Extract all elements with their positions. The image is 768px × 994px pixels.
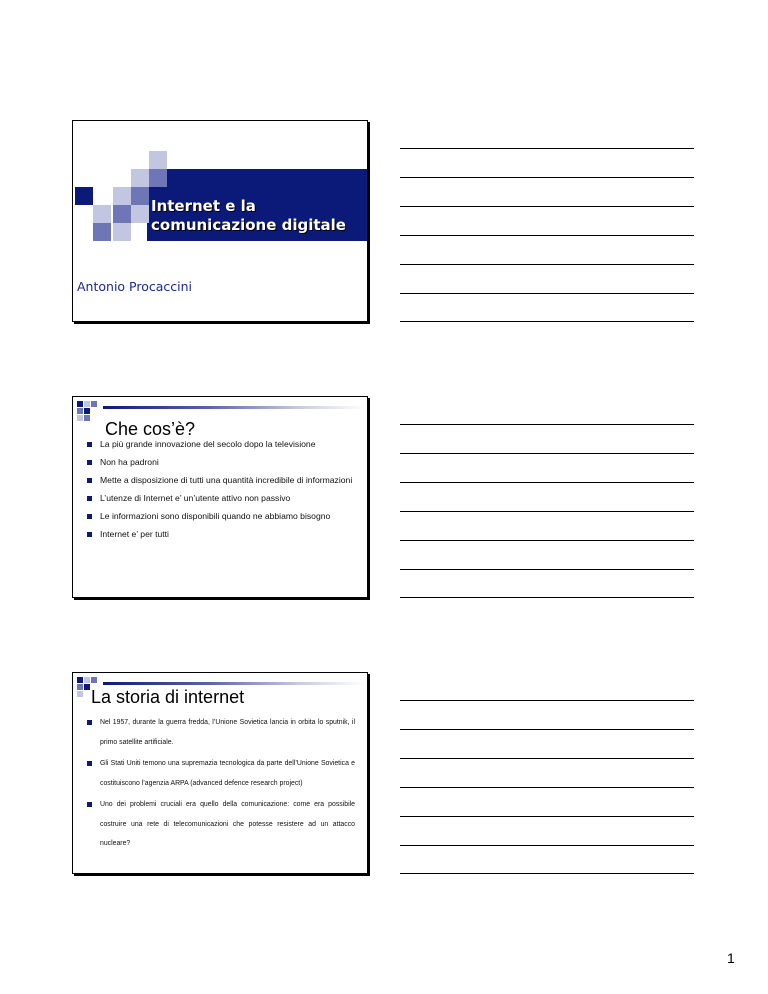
bullet-list <box>87 713 355 856</box>
note-line <box>400 321 694 322</box>
decor-square <box>149 151 167 169</box>
note-line <box>400 787 694 788</box>
note-line <box>400 758 694 759</box>
note-line <box>400 540 694 541</box>
decor-square <box>131 205 149 223</box>
slide-1-thumbnail <box>72 120 368 322</box>
note-line <box>400 206 694 207</box>
decor-square <box>113 205 131 223</box>
note-line <box>400 700 694 701</box>
header-line <box>103 682 365 685</box>
list-item: Gli Stati Uniti temono una supremazia tecnologica da parte dell’Unione Sovietica e costituiscono l’agenzia ARPA (advanced defence research project) <box>87 754 355 793</box>
title-line-2: comunicazione digitale <box>151 216 346 234</box>
title-line-1: Internet e la <box>151 197 256 215</box>
decor-square <box>93 223 111 241</box>
note-line <box>400 845 694 846</box>
list-item: Mette a disposizione di tutti una quantità incredibile di informazioni <box>87 473 357 488</box>
header-line <box>103 406 365 409</box>
decor-square <box>149 169 167 187</box>
list-item: Le informazioni sono disponibili quando ne abbiamo bisogno <box>87 509 357 524</box>
note-line <box>400 148 694 149</box>
decor-square <box>113 223 131 241</box>
note-line <box>400 873 694 874</box>
note-line <box>400 729 694 730</box>
list-item: Nel 1957, durante la guerra fredda, l’Unione Sovietica lancia in orbita lo sputnik, il primo satellite artificiale. <box>87 713 355 752</box>
list-item: Internet e’ per tutti <box>87 527 357 542</box>
note-line <box>400 293 694 294</box>
slide-title: Che cos’è? <box>105 419 196 439</box>
note-line <box>400 264 694 265</box>
list-item: Uno dei problemi cruciali era quello della comunicazione: come era possibile costruire una rete di telecomunicazioni che potesse resistere ad un attacco nucleare? <box>87 795 355 854</box>
note-line <box>400 177 694 178</box>
note-line <box>400 511 694 512</box>
decor-square <box>75 187 93 205</box>
decor-square <box>93 205 111 223</box>
note-line <box>400 235 694 236</box>
list-item: Non ha padroni <box>87 455 357 470</box>
list-item: La più grande innovazione del secolo dopo la televisione <box>87 437 357 452</box>
slide-title: La storia di internet <box>91 687 245 707</box>
author-name: Antonio Procaccini <box>77 279 193 294</box>
decor-square <box>131 169 149 187</box>
note-line <box>400 453 694 454</box>
decor-square <box>113 187 131 205</box>
slide-2-thumbnail <box>72 396 368 598</box>
header-decor <box>77 401 103 427</box>
note-line <box>400 816 694 817</box>
list-item: L’utenze di Internet e’ un’utente attivo non passivo <box>87 491 357 506</box>
note-line <box>400 424 694 425</box>
decor-square <box>131 187 149 205</box>
presentation-title <box>151 197 367 235</box>
note-line <box>400 597 694 598</box>
note-line <box>400 569 694 570</box>
note-line <box>400 482 694 483</box>
page-number: 1 <box>727 950 735 966</box>
slide-3-thumbnail <box>72 672 368 874</box>
bullet-list <box>87 437 357 545</box>
